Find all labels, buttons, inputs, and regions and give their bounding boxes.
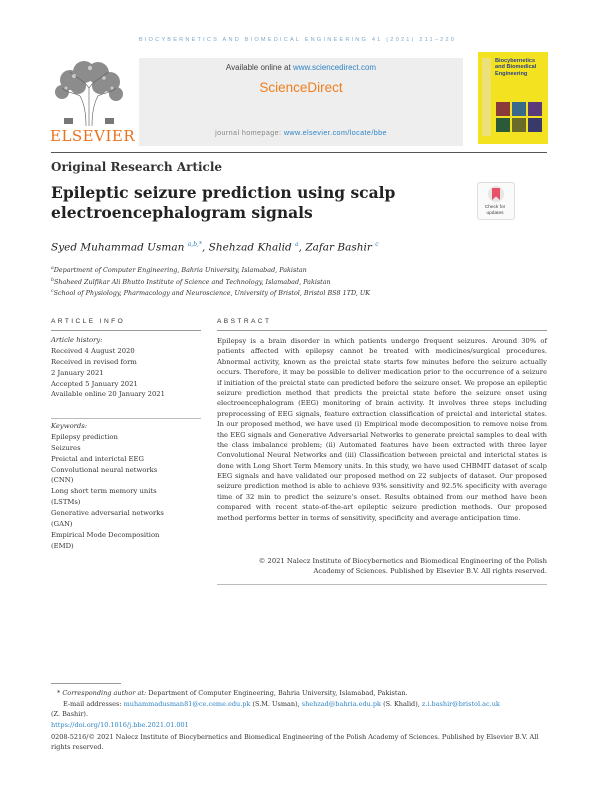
keyword-item: Convolutional neural networks — [51, 465, 158, 474]
affiliation-text: School of Physiology, Pharmacology and Neuroscience, University of Bristol, Bristol BS8 1TD, UK — [53, 289, 371, 298]
cover-thumbnail — [512, 102, 526, 116]
keyword-item: Empirical Mode Decomposition — [51, 530, 160, 539]
email-owner: (S. Khalid), — [381, 700, 422, 708]
footnote-divider — [51, 683, 121, 684]
abstract-copyright — [217, 556, 547, 577]
email-link[interactable]: muhammadusman81@ce.ceme.edu.pk — [123, 700, 251, 708]
keyword-item: Seizures — [51, 443, 81, 452]
check-for-updates-label — [477, 205, 513, 216]
author-name[interactable]: Shehzad Khalid — [208, 241, 292, 254]
keywords-divider — [51, 418, 201, 419]
abstract-divider — [217, 330, 547, 331]
corresponding-author-note — [51, 689, 547, 699]
article-type: Original Research Article — [51, 160, 223, 174]
author-marks[interactable]: a,b,* — [187, 241, 202, 248]
email-label: E-mail addresses: — [63, 700, 124, 708]
history-item: Received 4 August 2020 — [51, 346, 135, 355]
homepage-prefix: journal homepage: — [215, 128, 284, 137]
article-info-heading: ARTICLE INFO — [51, 318, 126, 325]
keywords-block — [51, 421, 211, 552]
history-item: 2 January 2021 — [51, 368, 104, 377]
keyword-item: Epilepsy prediction — [51, 432, 118, 441]
affiliation-mark: c — [51, 289, 54, 294]
cover-side-strip — [482, 58, 491, 136]
keyword-item: (GAN) — [51, 519, 73, 528]
abstract-end-divider — [217, 584, 547, 585]
available-online-line — [139, 63, 463, 72]
history-item: Received in revised form — [51, 357, 137, 366]
email-addresses-note — [51, 700, 547, 720]
corresponding-text: Department of Computer Engineering, Bahria University, Islamabad, Pakistan. — [146, 689, 408, 697]
cover-thumbnail — [512, 118, 526, 132]
journal-homepage-line — [139, 128, 463, 137]
article-title: Epileptic seizure prediction using scalp electroencephalogram signals — [51, 183, 396, 223]
affiliation — [51, 289, 370, 297]
article-info-divider — [51, 330, 201, 331]
history-item: Accepted 5 January 2021 — [51, 379, 138, 388]
cover-thumbnail — [496, 118, 510, 132]
affiliation-text: Shaheed Zulfikar Ali Bhutto Institute of Science and Technology, Islamabad, Pakistan — [53, 278, 331, 287]
doi-link[interactable]: https://doi.org/10.1016/j.bbe.2021.01.001 — [51, 721, 189, 729]
keyword-item: Preictal and interictal EEG — [51, 454, 144, 463]
bookmark-icon — [478, 183, 514, 205]
affiliation — [51, 266, 307, 274]
author-marks[interactable]: a — [295, 241, 299, 248]
publisher-logo-wordmark: ELSEVIER — [50, 127, 136, 145]
journal-cover-image — [478, 52, 548, 144]
doi-line — [51, 721, 547, 731]
keywords-label: Keywords: — [51, 422, 88, 430]
copyright-line2: Academy of Sciences. Published by Elsevier B.V. All rights reserved. — [313, 567, 547, 576]
abstract-body: Epilepsy is a brain disorder in which patients undergo frequent seizures. Around 30% of patients affected with epilepsy cannot be treated with medicines/surgical procedures. Abnormal activity, known as the preictal state starts few minutes before the seizure actually occurs. Therefore, it may be possible to deliver medication prior to the occurrence of a seizure if initiation of the preictal state can predicted before the seizure onset. We propose an epileptic seizure prediction method that predicts the preictal state before the seizure onset using electroencephalogram (EEG) monitoring of brain activity. It involves three steps including preprocessing of EEG signals, feature extraction classification of preictal and interictal states. In our proposed method, we have used (i) Empirical mode decomposition to remove noise from the EEG signals and Generative Adversarial Networks to generate preictal samples to deal with the class imbalance problem; (ii) Automated features have been extracted with three layer Convolutional Neural Networks and (iii) Classification between preictal and interictal states is done with Long Short Term Memory units. In this study, we have used CHBMIT dataset of scalp EEG signals and have validated our proposed method on 22 subjects of dataset. Our proposed seizure prediction method is able to achieve 93% sensitivity and 92.5% specificity with average time of 32 min to predict the seizure's onset. Results obtained from our method have been compared with recent state-of-the-art epileptic seizure prediction methods. Our proposed method performs better in terms of sensitivity, specificity and average anticipation time. — [217, 337, 547, 522]
author-marks[interactable]: c — [375, 241, 379, 248]
header-divider — [51, 152, 547, 153]
article-history — [51, 335, 211, 400]
keyword-item: (CNN) — [51, 476, 74, 485]
abstract-heading: ABSTRACT — [217, 318, 272, 325]
author-list: Syed Muhammad Usman $^{a,b,*}$, Shehzad Khalid $^a$, Zafar Bashir $^c$ — [51, 241, 379, 254]
author-name[interactable]: Zafar Bashir — [305, 241, 372, 254]
cover-thumbnail — [528, 102, 542, 116]
corresponding-label: * Corresponding author at: — [57, 689, 147, 697]
journal-homepage-link[interactable]: www.elsevier.com/locate/bbe — [283, 128, 387, 137]
email-owner: (Z. Bashir). — [51, 709, 89, 718]
affiliation-mark: a — [51, 266, 54, 271]
history-item: Available online 20 January 2021 — [51, 390, 165, 399]
author-name[interactable]: Syed Muhammad Usman — [51, 241, 185, 254]
issn-copyright-note: 0208-5216/© 2021 Nalecz Institute of Biocybernetics and Biomedical Engineering of the Polish Academy of Sciences. Published by Elsevier B.V. All rights reserved. — [51, 733, 539, 751]
check-label-line1: Check for — [484, 205, 506, 210]
cover-thumbnail — [528, 118, 542, 132]
sciencedirect-wordmark: ScienceDirect — [259, 80, 343, 95]
copyright-line1: © 2021 Nalecz Institute of Biocybernetics and Biomedical Engineering of the Polish — [258, 557, 547, 565]
history-label: Article history: — [51, 336, 103, 344]
journal-running-header: BIOCYBERNETICS AND BIOMEDICAL ENGINEERING 41 (2021) 211–220 — [138, 37, 457, 43]
keyword-item: (LSTMs) — [51, 498, 81, 507]
available-prefix: Available online at — [225, 63, 293, 72]
check-label-line2: updates — [486, 210, 504, 216]
keyword-item: Generative adversarial networks — [51, 509, 164, 517]
cover-thumbnail — [496, 102, 510, 116]
email-link[interactable]: shehzad@bahria.edu.pk — [301, 700, 381, 708]
sciencedirect-link[interactable]: www.sciencedirect.com — [292, 63, 377, 72]
affiliation — [51, 278, 331, 286]
keyword-item: Long short term memory units — [51, 487, 157, 496]
keyword-item: (EMD) — [51, 541, 74, 550]
affiliation-text: Department of Computer Engineering, Bahria University, Islamabad, Pakistan — [53, 266, 307, 275]
cover-title: Biocybernetics and Biomedical Engineering — [495, 58, 537, 77]
email-link[interactable]: z.i.bashir@bristol.ac.uk — [421, 700, 500, 708]
email-owner: (S.M. Usman), — [250, 700, 302, 708]
affiliation-mark: b — [51, 278, 54, 283]
